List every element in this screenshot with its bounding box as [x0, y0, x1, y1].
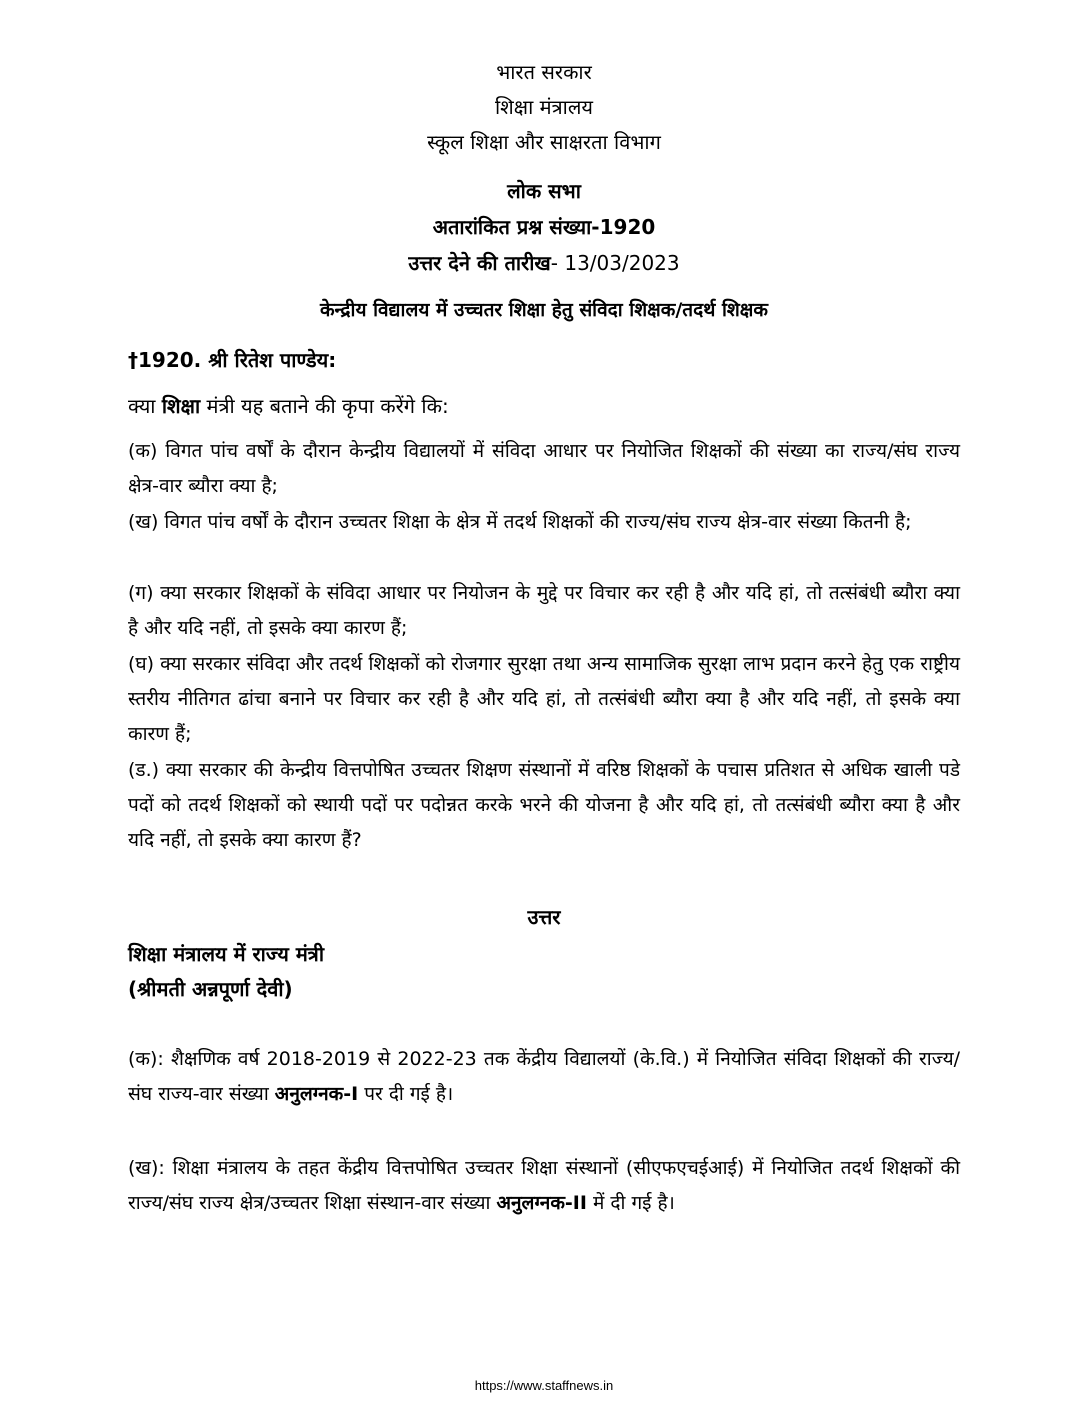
house-heading: लोक सभा — [507, 179, 581, 203]
annexure-2: अनुलग्नक-II — [496, 1192, 587, 1214]
minister-title: शिक्षा मंत्रालय में राज्य मंत्री — [128, 942, 325, 966]
question-part-e: (ड.) क्या सरकार की केन्द्रीय वित्तपोषित उच्चतर शिक्षण संस्थानों में वरिष्ठ शिक्षकों के पचास प्रतिशत से अधिक खाली पडे पदों को तदर्थ शिक्षकों को स्थायी पदों पर पदोन्नत करके भरने की योजना है और यदि हां, तो तत्संबंधी ब्यौरा क्या है और यदि नहीं, तो इसके क्या कारण हैं? — [128, 759, 960, 851]
minister-name: (श्रीमती अन्नपूर्णा देवी) — [128, 977, 293, 1001]
answer-part-a: (क): शैक्षणिक वर्ष 2018-2019 से 2022-23 तक केंद्रीय विद्यालयों (के.वि.) में नियोजित संविदा शिक्षकों की राज्य/संघ राज्य-वार संख्या अनुलग्नक-I पर दी गई है। — [128, 1048, 960, 1105]
question-part-b: (ख) विगत पांच वर्षों के दौरान उच्चतर शिक्षा के क्षेत्र में तदर्थ शिक्षकों की राज्य/संघ राज्य क्षेत्र-वार संख्या कितनी है; — [128, 511, 912, 533]
footer-url[interactable]: https://www.staffnews.in — [474, 1378, 614, 1393]
question-part-a: (क) विगत पांच वर्षों के दौरान केन्द्रीय विद्यालयों में संविदा आधार पर नियोजित शिक्षकों की संख्या का राज्य/संघ राज्य क्षेत्र-वार ब्यौरा क्या है; — [128, 440, 960, 497]
subject-title: केन्द्रीय विद्यालय में उच्चतर शिक्षा हेतु संविदा शिक्षक/तदर्थ शिक्षक — [319, 299, 769, 321]
answer-date-line — [0, 249, 1088, 277]
department-heading: स्कूल शिक्षा और साक्षरता विभाग — [427, 130, 661, 154]
answer-date: - 13/03/2023 — [550, 251, 680, 275]
ministry-heading: शिक्षा मंत्रालय — [495, 95, 593, 119]
answer-heading: उत्तर — [527, 905, 561, 929]
question-number: अतारांकित प्रश्न संख्या-1920 — [432, 215, 656, 239]
question-intro: क्या शिक्षा मंत्री यह बताने की कृपा करेंगे कि: — [128, 394, 449, 418]
govt-heading: भारत सरकार — [496, 60, 592, 84]
intro-minister: शिक्षा — [161, 394, 201, 418]
question-asker: †1920. श्री रितेश पाण्डेय: — [128, 348, 337, 372]
answer-part-b: (ख): शिक्षा मंत्रालय के तहत केंद्रीय वित्तपोषित उच्चतर शिक्षा संस्थानों (सीएफएचईआई) में नियोजित तदर्थ शिक्षकों की राज्य/संघ राज्य क्षेत्र/उच्चतर शिक्षा संस्थान-वार संख्या अनुलग्नक-II में दी गई है। — [128, 1157, 960, 1214]
annexure-1: अनुलग्नक-I — [274, 1083, 359, 1105]
question-part-d: (घ) क्या सरकार संविदा और तदर्थ शिक्षकों को रोजगार सुरक्षा तथा अन्य सामाजिक सुरक्षा लाभ प्रदान करने हेतु एक राष्ट्रीय स्तरीय नीतिगत ढांचा बनाने पर विचार कर रही है और यदि हां, तो तत्संबंधी ब्यौरा क्या है और यदि नहीं, तो इसके क्या कारण हैं; — [128, 653, 960, 745]
question-part-c: (ग) क्या सरकार शिक्षकों के संविदा आधार पर नियोजन के मुद्दे पर विचार कर रही है और यदि हां, तो तत्संबंधी ब्यौरा क्या है और यदि नहीं, तो इसके क्या कारण हैं; — [128, 582, 960, 639]
answer-date-label: उत्तर देने की तारीख — [408, 251, 551, 275]
